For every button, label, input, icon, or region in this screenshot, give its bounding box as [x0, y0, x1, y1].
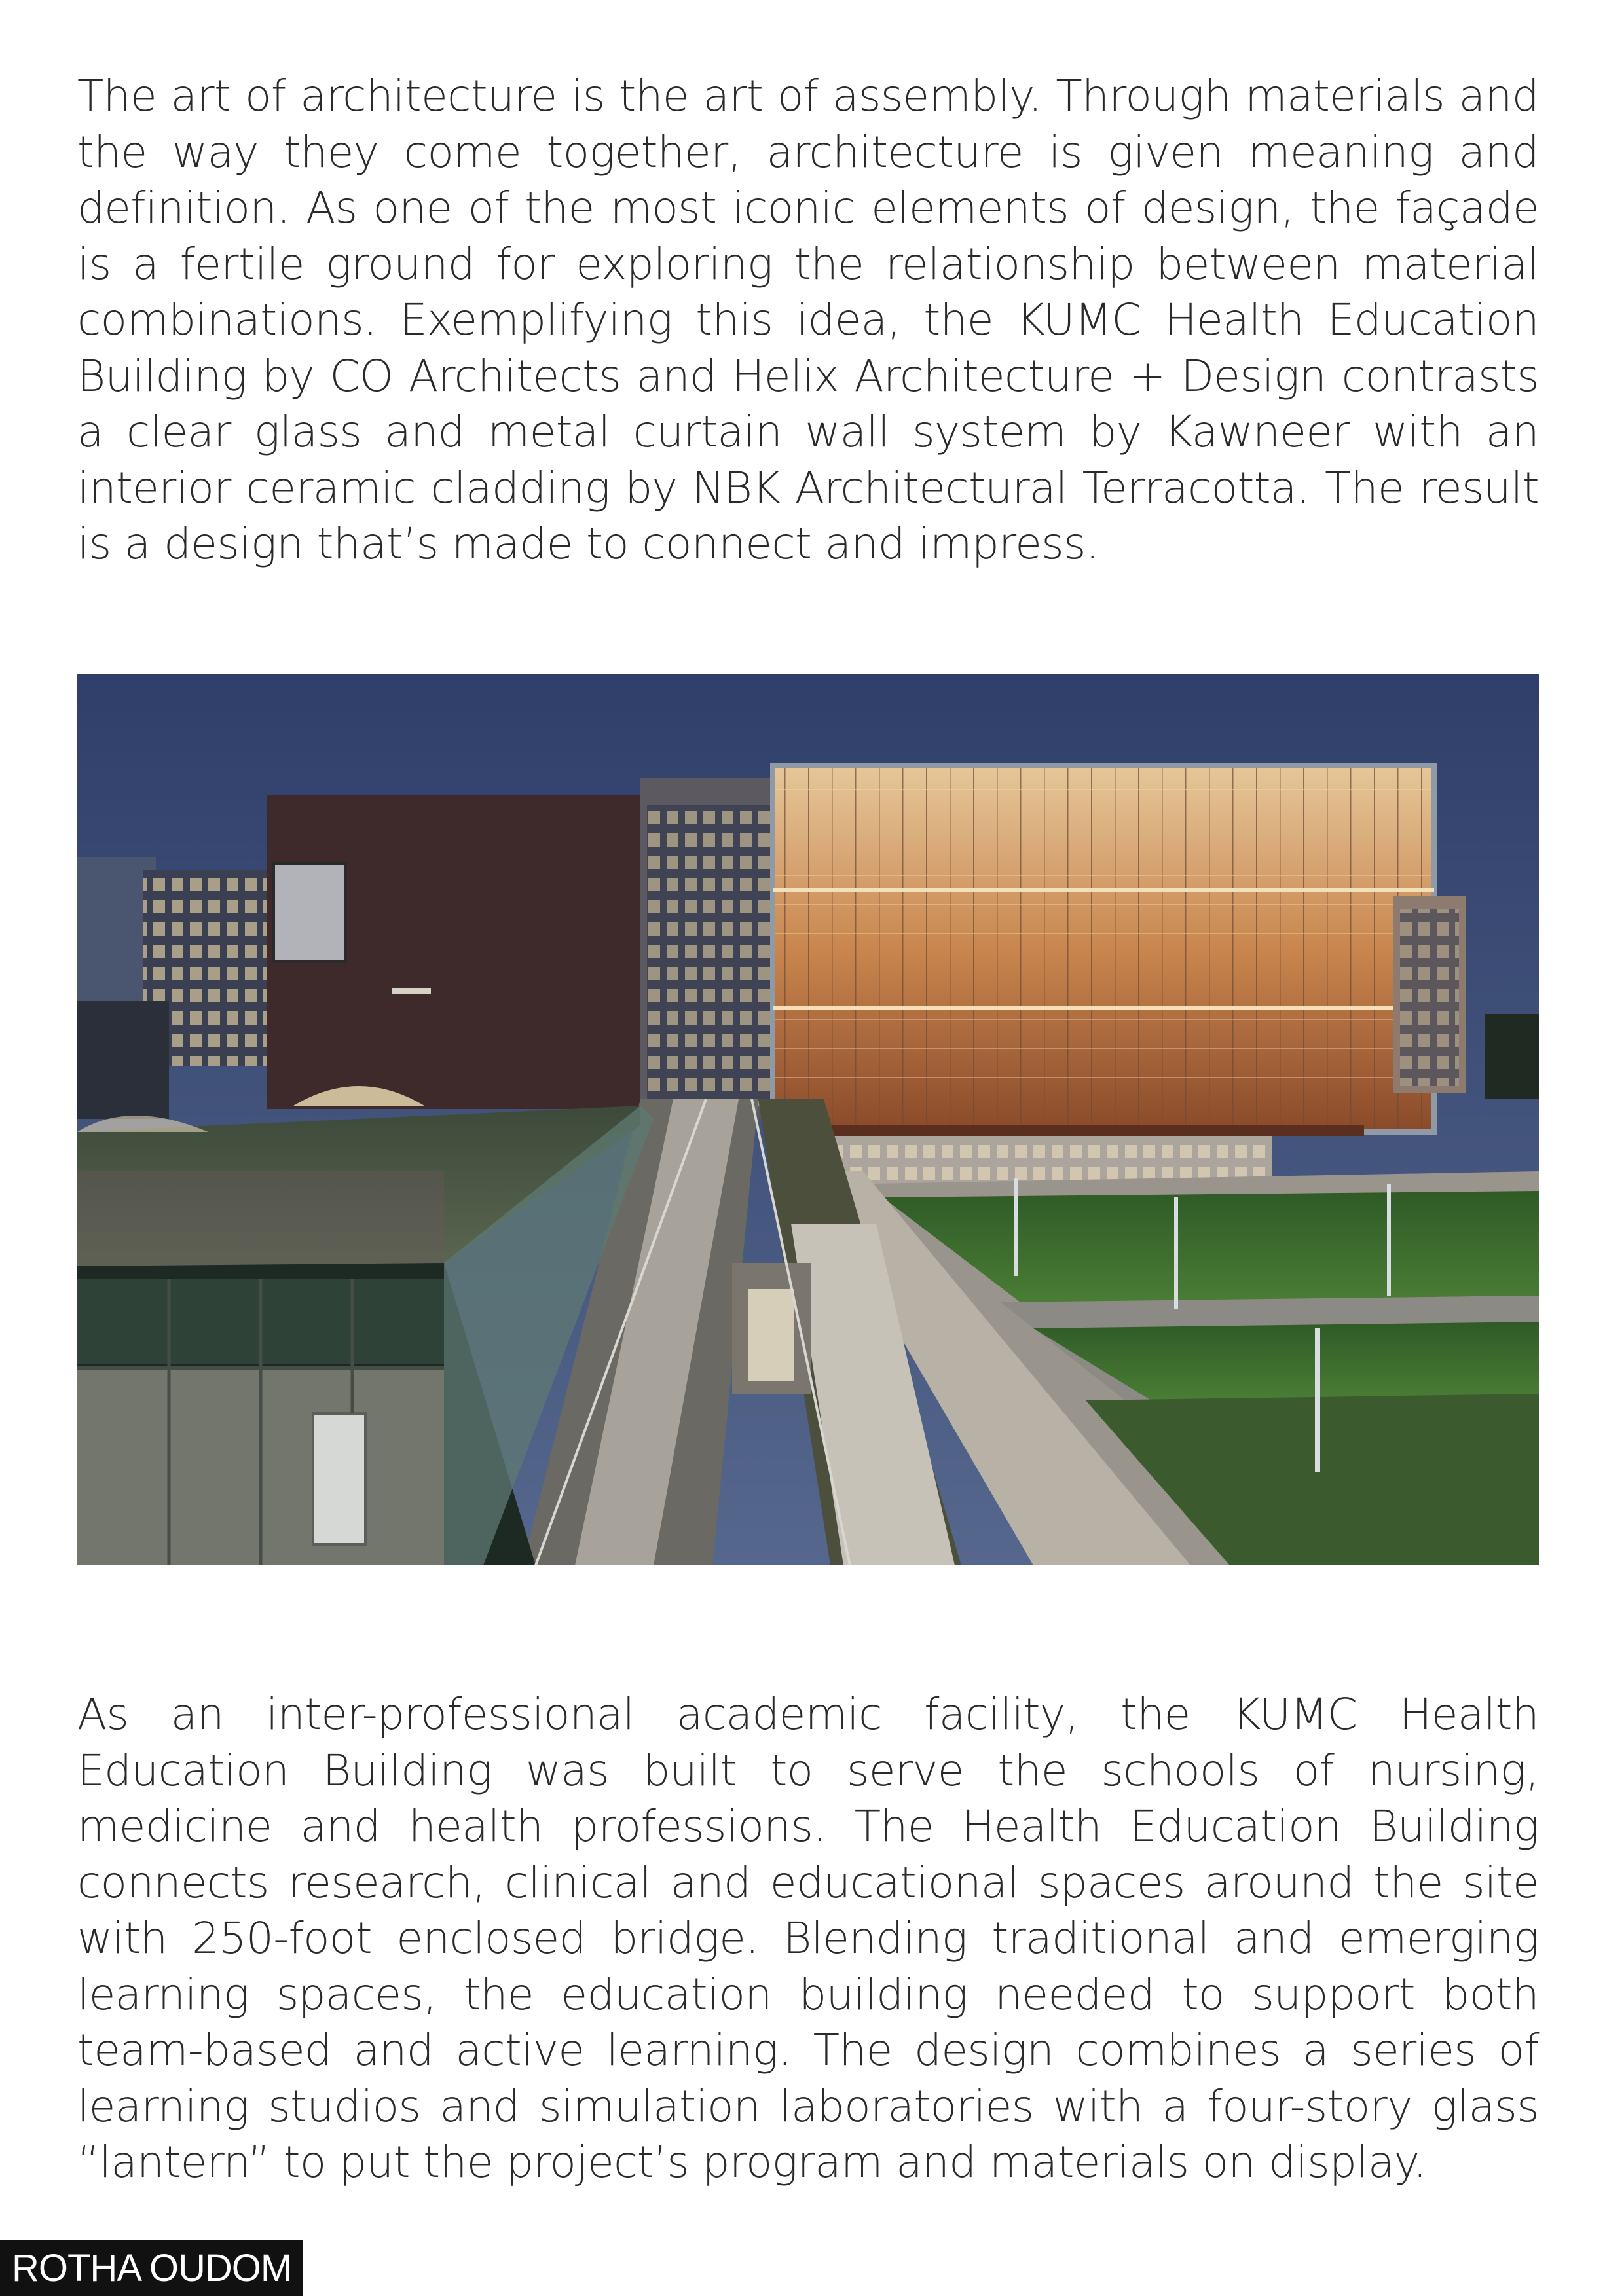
intro-paragraph: The art of architecture is the art of assembly. Through materials and the way they come together, architecture is given meaning and definition. As one of the most iconic elements of design, the façade is a fertile ground for exploring the relationship between material combinations. Exemplifying this idea, the KUMC Health Education Building by CO Architects and Helix Architecture + Design contrasts a clear glass and metal curtain wall system by Kawneer with an interior ceramic cladding by NBK Architectural Terracotta. The result is a design that’s made to connect and impress.: [77, 71, 1539, 569]
body-paragraph: As an inter-professional academic facility, the KUMC Health Education Building was built to serve the schools of nursing, medicine and health professions. The Health Education Building connects research, clinical and educational spaces around the site with 250-foot enclosed bridge. Blending traditional and emerging learning spaces, the education building needed to support both team-based and active learning. The design combines a series of learning studios and simulation laboratories with a four-story glass “lantern” to put the project’s program and materials on display.: [77, 1689, 1539, 2187]
building-photo: [77, 674, 1539, 1565]
author-tag: ROTHA OUDOM: [0, 2240, 303, 2296]
